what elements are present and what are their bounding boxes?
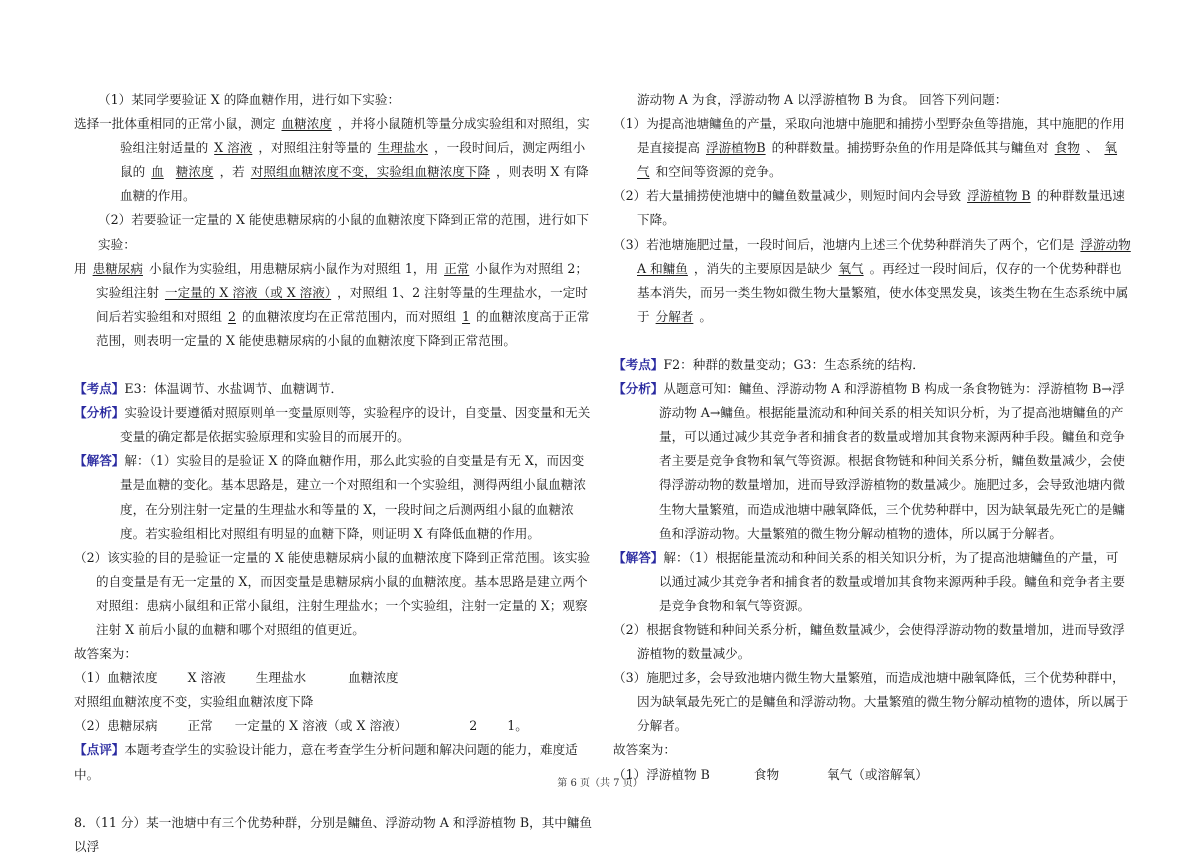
jieda-text: 解：（1）实验目的是验证 X 的降血糖作用，那么此实验的自变量是有无 X，而因变量是血糖的变化。基本思路是，建立一个对照组和一个实验组，测得两组小鼠血糖浓度，在分别注射一定量的生理盐水和等量的 X，一段时间之后测两组小鼠的血糖浓度。若实验组相比对照组有明显的血糖下降，则证明 X 有降低血糖的作用。 [120, 453, 586, 541]
text: 小鼠作为对照组 2； [475, 260, 589, 276]
answer-item: 血糖浓度 [348, 670, 399, 686]
left-column [74, 88, 594, 859]
r-kaodian [613, 353, 1131, 377]
answer-item: （1）浮游植物 B [613, 766, 710, 782]
spacer [74, 353, 594, 377]
answer-item: 1。 [507, 718, 528, 734]
spacer [74, 787, 594, 811]
q1-title: （1）某同学要验证 X 的降血糖作用，进行如下实验： [98, 92, 401, 107]
r-q2 [613, 184, 1131, 232]
r-answer-title: 故答案为： [613, 742, 676, 758]
r-jieda-2: （2）根据食物链和种间关系分析，鳙鱼数量减少，会使得浮游动物的数量增加，进而导致浮游植物的数量减少。 [613, 621, 1125, 662]
blank: 浮游植物B [705, 140, 766, 156]
blank: 正常 [444, 260, 470, 276]
text: 的血糖浓度均在正常范围内，而对照组 [241, 308, 457, 324]
text: 的种群数量迅速下降。 [637, 188, 1125, 228]
blank: 浮游植物 B [967, 188, 1031, 204]
text: 。 [699, 308, 712, 324]
spacer [613, 329, 1131, 353]
blank: X 溶液 [214, 140, 253, 156]
blank: 患糖尿病 [92, 260, 143, 276]
jieda [74, 449, 594, 545]
page-footer: 第 6 页（共 7 页） [557, 778, 643, 789]
answer-item: X 溶液 [187, 670, 226, 686]
r-q3 [613, 233, 1131, 329]
text: ，消失的主要原因是缺少 [693, 260, 833, 276]
blank: 浮游动物 A 和鳙鱼 [637, 236, 1131, 276]
kaodian [74, 377, 594, 401]
text: 后若实验组和对照组 [108, 308, 222, 324]
text: ，对照组注射等量的 [258, 140, 372, 156]
text: ，对照组 1、2 注射等量的生理盐水，一定时间 [96, 284, 588, 324]
text: （3）若池塘施肥过量，一段时间后，池塘内上述三个优势种群消失了两个，它们是 [613, 236, 1075, 252]
r-q1 [613, 112, 1131, 184]
fenxi-tag: 【分析】 [613, 381, 664, 397]
blank: 一定量的 X 溶液（或 X 溶液） [164, 284, 332, 300]
kaodian-tag: 【考点】 [74, 381, 125, 397]
answer-title: 故答案为： [74, 646, 137, 662]
answer-item: （2）患糖尿病 [74, 718, 158, 734]
blank: 血糖浓度 [281, 116, 332, 132]
fenxi [74, 401, 594, 449]
q8-cont: 游动物 A 为食，浮游动物 A 以浮游植物 B 为食。 回答下列问题： [637, 92, 1008, 107]
blank: 氧气 [838, 260, 864, 276]
r-jieda [613, 546, 1131, 618]
jieda-text: 解：（1）根据能量流动和种间关系的相关知识分析，为了提高池塘鳙鱼的产量，可以通过减少其竞争者和捕食者的数量或增加其食物来源两种手段。鳙鱼和竞争者主要是竞争食物和氧气等资源。 [659, 549, 1125, 613]
q2-title: （2）若要验证一定量的 X 能使患糖尿病的小鼠的血糖浓度下降到正常的范围，进行如下实验： [98, 212, 589, 252]
kaodian-text: E3：体温调节、水盐调节、血糖调节． [124, 381, 344, 397]
q2-body [74, 257, 594, 353]
text: （2）若大量捕捞使池塘中的鳙鱼数量减少，则短时间内会导致 [613, 188, 962, 204]
text: 的种群数量。捕捞野杂鱼的作用是降低其与鳙鱼对 [771, 140, 1049, 156]
answer-item: 生理盐水 [255, 670, 307, 686]
text: （1）为提高池塘鳙鱼的产量，采取向池塘中施肥和捕捞小型野杂鱼等措施，其中施肥的作用是直接提高 [613, 116, 1125, 156]
right-column [613, 88, 1131, 787]
blank: 氧气 [637, 140, 1118, 180]
text: ，一段时间后，测定两组小鼠的 [120, 140, 586, 180]
r-fenxi [613, 377, 1131, 546]
fenxi-text: 实验设计要遵循对照原则单一变量原则等，实验程序的设计，自变量、因变量和无关变量的确定都是依据实验原理和实验目的而展开的。 [120, 405, 591, 445]
text: 、 [1085, 140, 1099, 156]
answer-1-cont: 对照组血糖浓度不变，实验组血糖浓度下降 [74, 694, 314, 710]
answer-item: 正常 [187, 718, 213, 734]
blank: 分解者 [655, 308, 694, 324]
jieda-tag: 【解答】 [613, 549, 664, 565]
text: 选择一批体重相同的正常小鼠，测定 [74, 116, 276, 132]
jieda-tag: 【解答】 [74, 453, 125, 469]
question-8: 8．（11 分）某一池塘中有三个优势种群，分别是鳙鱼、浮游动物 A 和浮游植物 B，其中鳙鱼以浮 [74, 814, 593, 854]
text: 。再经过一段时间后，仅存的一个优势种群也基本消失，而另一类生物如微生物大量繁殖，使水体变黑发臭，该类生物在生态系统中属于 [637, 260, 1129, 324]
blank: 2 [227, 308, 236, 324]
answer-item: 食物 [753, 766, 780, 782]
answer-1 [74, 666, 594, 690]
r-jieda-3: （3）施肥过多，会导致池塘内微生物大量繁殖，而造成池塘中融氧降低，三个优势种群中，因为缺氧最先死亡的是鳙鱼和浮游动物。大量繁殖的微生物分解动植物的遗体，所以属于分解者。 [613, 670, 1129, 734]
kaodian-text: F2：种群的数量变动；G3：生态系统的结构． [663, 356, 925, 372]
text: 用 [74, 260, 87, 276]
answer-item: 氧气（或溶解氧） [827, 766, 928, 782]
q1-body [74, 112, 594, 208]
fenxi-tag: 【分析】 [74, 405, 125, 421]
blank: 食物 [1054, 140, 1080, 156]
text: 小鼠作为实验组，用患糖尿病小鼠作为对照组 1，用 [148, 260, 439, 276]
text: 组注射适量的 [132, 140, 209, 156]
jieda-2: （2）该实验的目的是验证一定量的 X 能使患糖尿病小鼠的血糖浓度下降到正常范围。该实验的自变量是有无一定量的 X，而因变量是患糖尿病小鼠的血糖浓度。基本思路是建立两个对照组：患病小鼠组和正常小鼠组，注射生理盐水；一个实验组，注射一定量的 X；观察注射 X 前后小鼠的血糖和哪个对照组的值更近。 [74, 549, 591, 637]
text: 实验组注射 [96, 284, 159, 300]
text: ，则表明 X 有降血糖的作用。 [120, 164, 589, 204]
answer-item: 2 [469, 718, 478, 734]
fenxi-text: 从题意可知：鳙鱼、浮游动物 A 和浮游植物 B 构成一条食物链为：浮游植物 B→浮游动物 A→鳙鱼。根据能量流动和种间关系的相关知识分析，为了提高池塘鳙鱼的产量，可以通过减少其竞争者和捕食者的数量或增加其食物来源两种手段。鳙鱼和竞争者主要是竞争食物和氧气等资源。根据食物链和种间关系分析，鳙鱼数量减少，会使得浮游动物的数量增加，进而导致浮游植物的数量减少。施肥过多，会导致池塘内微生物大量繁殖，而造成池塘中融氧降低，三个优势种群中，因为缺氧最先死亡的是鳙鱼和浮游动物。大量繁殖的微生物分解动植物的遗体，所以属于分解者。 [659, 381, 1125, 541]
answer-item: 一定量的 X 溶液（或 X 溶液） [234, 718, 408, 734]
blank: 1 [462, 308, 471, 324]
kaodian-tag: 【考点】 [613, 356, 664, 372]
text: ，若 [219, 164, 245, 180]
text: 的血糖浓度高于正常范 [96, 308, 590, 348]
answer-2 [74, 714, 594, 738]
dianping-text: 本题考查学生的实验设计能力，意在考查学生分析问题和解决问题的能力，难度适中。 [74, 742, 578, 782]
blank: 对照组血糖浓度不变，实验组血糖浓度下降 [250, 164, 491, 180]
text: 围，则表明一定量的 X 能使患糖尿病的小鼠的血糖浓度下降到正常范围。 [108, 332, 516, 348]
answer-item: （1）血糖浓度 [74, 670, 158, 686]
blank: 生理盐水 [377, 140, 429, 156]
blank: 血 [151, 164, 164, 180]
text: 和空间等资源的竞争。 [655, 164, 782, 180]
blank: 糖浓度 [175, 164, 214, 180]
text: ，并将小鼠随机等量分成实验组和对照组，实验 [120, 116, 590, 156]
dianping-tag: 【点评】 [74, 742, 125, 758]
